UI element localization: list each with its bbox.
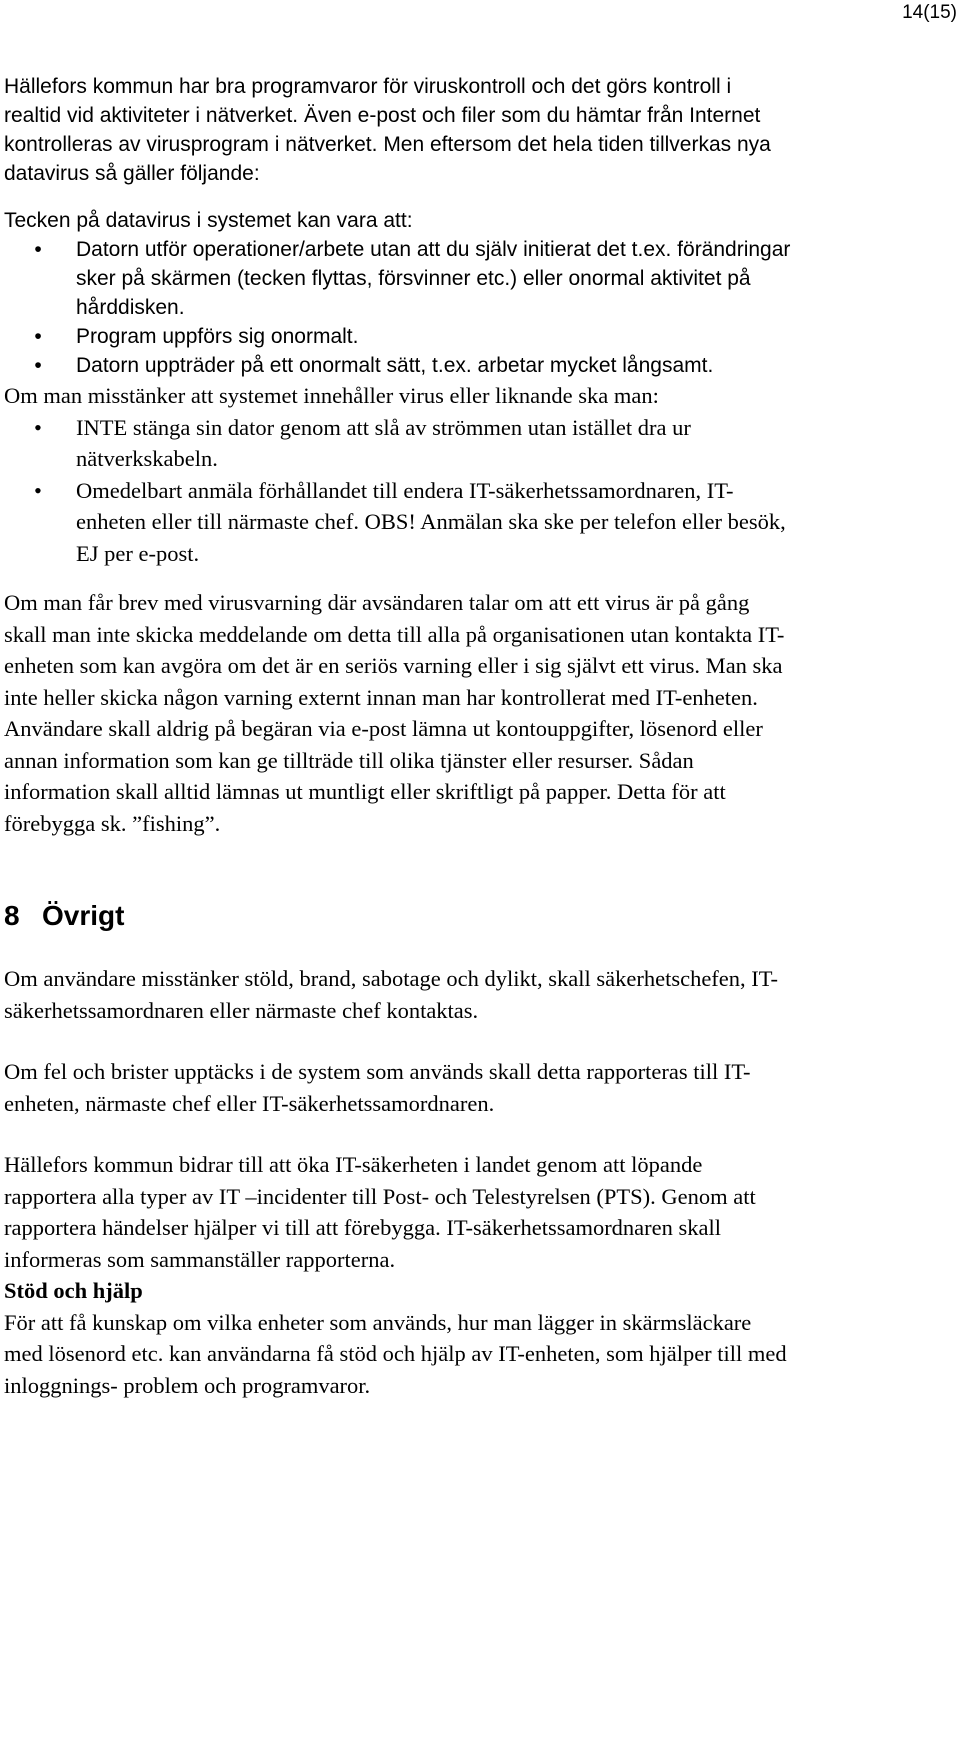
section-paragraph: Om användare misstänker stöld, brand, sabotage och dylikt, skall säkerhetschefen, IT-säkerhetssamordnaren eller närmaste chef kontaktas. — [4, 966, 778, 1023]
suspect-list — [4, 412, 794, 570]
list-item — [4, 351, 794, 380]
list-item — [4, 475, 794, 570]
document-body — [4, 72, 794, 1401]
bullet-icon: • — [34, 354, 42, 377]
bullet-icon: • — [34, 325, 42, 348]
signs-heading: Tecken på datavirus i systemet kan vara att: — [4, 209, 413, 232]
signs-list — [4, 235, 794, 380]
list-item-text: Program uppförs sig onormalt. — [76, 325, 359, 348]
list-item-text: Datorn uppträder på ett onormalt sätt, t.ex. arbetar mycket långsamt. — [76, 354, 714, 377]
bullet-icon: • — [34, 477, 42, 503]
support-heading: Stöd och hjälp — [4, 1278, 143, 1303]
list-item-text: Omedelbart anmäla förhållandet till endera IT-säkerhetssamordnaren, IT-enheten eller till närmaste chef. OBS! Anmälan ska ske per telefon eller besök, EJ per e-post. — [76, 477, 786, 566]
page-number: 14(15) — [902, 2, 957, 23]
list-item — [4, 412, 794, 475]
list-item-text: Datorn utför operationer/arbete utan att du själv initierat det t.ex. förändringar sker på skärmen (tecken flyttas, försvinner etc.) eller onormal aktivitet på hårddisken. — [76, 238, 791, 319]
intro-paragraph: Hällefors kommun har bra programvaror för viruskontroll och det görs kontroll i realtid vid aktiviteter i nätverket. Även e-post och filer som du hämtar från Internet kontrolleras av virusprogram i nätverket. Men eftersom det hela tiden tillverkas nya datavirus så gäller följande: — [4, 75, 771, 185]
support-paragraph: För att få kunskap om vilka enheter som används, hur man lägger in skärmsläckare med lösenord etc. kan användarna få stöd och hjälp av IT-enheten, som hjälper till med inloggnings- problem och programvaror. — [4, 1309, 787, 1398]
suspect-heading: Om man misstänker att systemet innehåller virus eller liknande ska man: — [4, 383, 659, 408]
list-item — [4, 322, 794, 351]
virus-warning-paragraph: Om man får brev med virusvarning där avsändaren talar om att ett virus är på gång skall man inte skicka meddelande om detta till alla på organisationen utan kontakta IT-enheten som kan avgöra om det är en seriös varning eller i sig självt ett virus. Man ska inte heller skicka någon varning externt innan man har kontrollerat med IT-enheten. Användare skall aldrig på begäran via e-post lämna ut kontouppgifter, lösenord eller annan information som kan ge tillträde till olika tjänster eller resurser. Sådan information skall alltid lämnas ut muntligt eller skriftligt på papper. Detta för att förebygga sk. ”fishing”. — [4, 590, 785, 836]
bullet-icon: • — [34, 238, 42, 261]
list-item — [4, 235, 794, 322]
list-item-text: INTE stänga sin dator genom att slå av strömmen utan istället dra ur nätverkskabeln. — [76, 414, 691, 471]
section-paragraph: Hällefors kommun bidrar till att öka IT-säkerheten i landet genom att löpande rapportera alla typer av IT –incidenter till Post- och Telestyrelsen (PTS). Genom att rapportera händelser hjälper vi till att förebygga. IT-säkerhetssamordnaren skall informeras som sammanställer rapporterna. — [4, 1152, 756, 1272]
section-heading — [4, 899, 794, 933]
section-paragraph: Om fel och brister upptäcks i de system som används skall detta rapporteras till IT-enheten, närmaste chef eller IT-säkerhetssamordnaren. — [4, 1059, 751, 1116]
section-number: 8 — [4, 900, 20, 931]
section-title: Övrigt — [42, 900, 125, 931]
bullet-icon: • — [34, 414, 42, 440]
